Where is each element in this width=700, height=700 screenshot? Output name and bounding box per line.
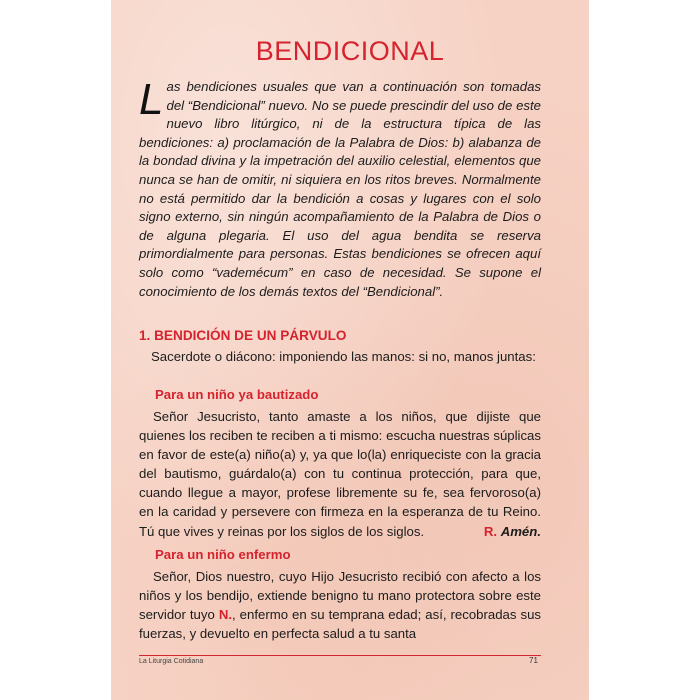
prayer-text-sick (139, 567, 541, 643)
footer-rule (139, 655, 541, 656)
prayer-heading-baptized: Para un niño ya bautizado (155, 387, 319, 402)
name-marker: N. (218, 607, 232, 623)
footer-publication: La Liturgia Cotidiana (139, 658, 204, 665)
prayer-heading-sick: Para un niño enfermo (155, 547, 291, 562)
response-amen (484, 522, 541, 541)
book-page (111, 0, 589, 700)
prayer-body: Señor Jesucristo, tanto amaste a los niños, que dijiste que quienes los reciben te reciben a ti mismo: escucha nuestras súplicas en favor de este(a) niño(a) y, ya que lo(la) enriqueciste con la gracia del bautismo, guárdalo(a) con tu continua protección, para que, cuando llegue a mayor, profese libremente su fe, sea fervoroso(a) en la caridad y persevere con firmeza en la esperanza de tu Reino. Tú que vives y reinas por los siglos de los siglos. (139, 409, 541, 539)
intro-text: as bendiciones usuales que van a continuación son tomadas del “Bendicional” nuevo. No se puede prescindir del uso de este nuevo libro litúrgico, ni de la estructura típica de las bendiciones: a) proclamación de la Palabra de Dios: b) alabanza de la bondad divina y la impetración del auxilio celestial, elementos que nunca se han de omitir, ni siquiera en los ritos breves. Normalmente no está permitido dar la bendición a cosas y lugares con el solo signo externo, sin ningún acompañamiento de la Palabra de Dios o de alguna plegaria. El uso del agua bendita se reserva primordialmente para personas. Estas bendiciones se ofrecen aquí solo como “vademécum” en caso de necesidad. Se supone el conocimiento de los demás textos del “Bendicional”. (139, 79, 541, 299)
intro-paragraph (139, 75, 541, 301)
response-marker: R. (483, 523, 498, 539)
rubric-instruction: Sacerdote o diácono: imponiendo las manos: si no, manos juntas: (151, 349, 536, 364)
drop-cap: L (139, 75, 164, 124)
response-word: Amén. (500, 523, 541, 539)
prayer-text-baptized (139, 407, 541, 541)
page-title: BENDICIONAL (255, 36, 445, 66)
page-number: 71 (529, 656, 538, 665)
prayer-body-start: Señor, Dios nuestro, cuyo Hijo Jesucristo recibió con afecto a los niños y los bendijo, extiende benigno tu mano protectora sobre este servidor tuyo (139, 569, 541, 623)
section-heading: 1. BENDICIÓN DE UN PÁRVULO (139, 328, 347, 343)
prayer-body-end: , enfermo en su temprana edad; así, recobradas sus fuerzas, y devuelto en perfecta salud a tu santa (139, 607, 541, 642)
